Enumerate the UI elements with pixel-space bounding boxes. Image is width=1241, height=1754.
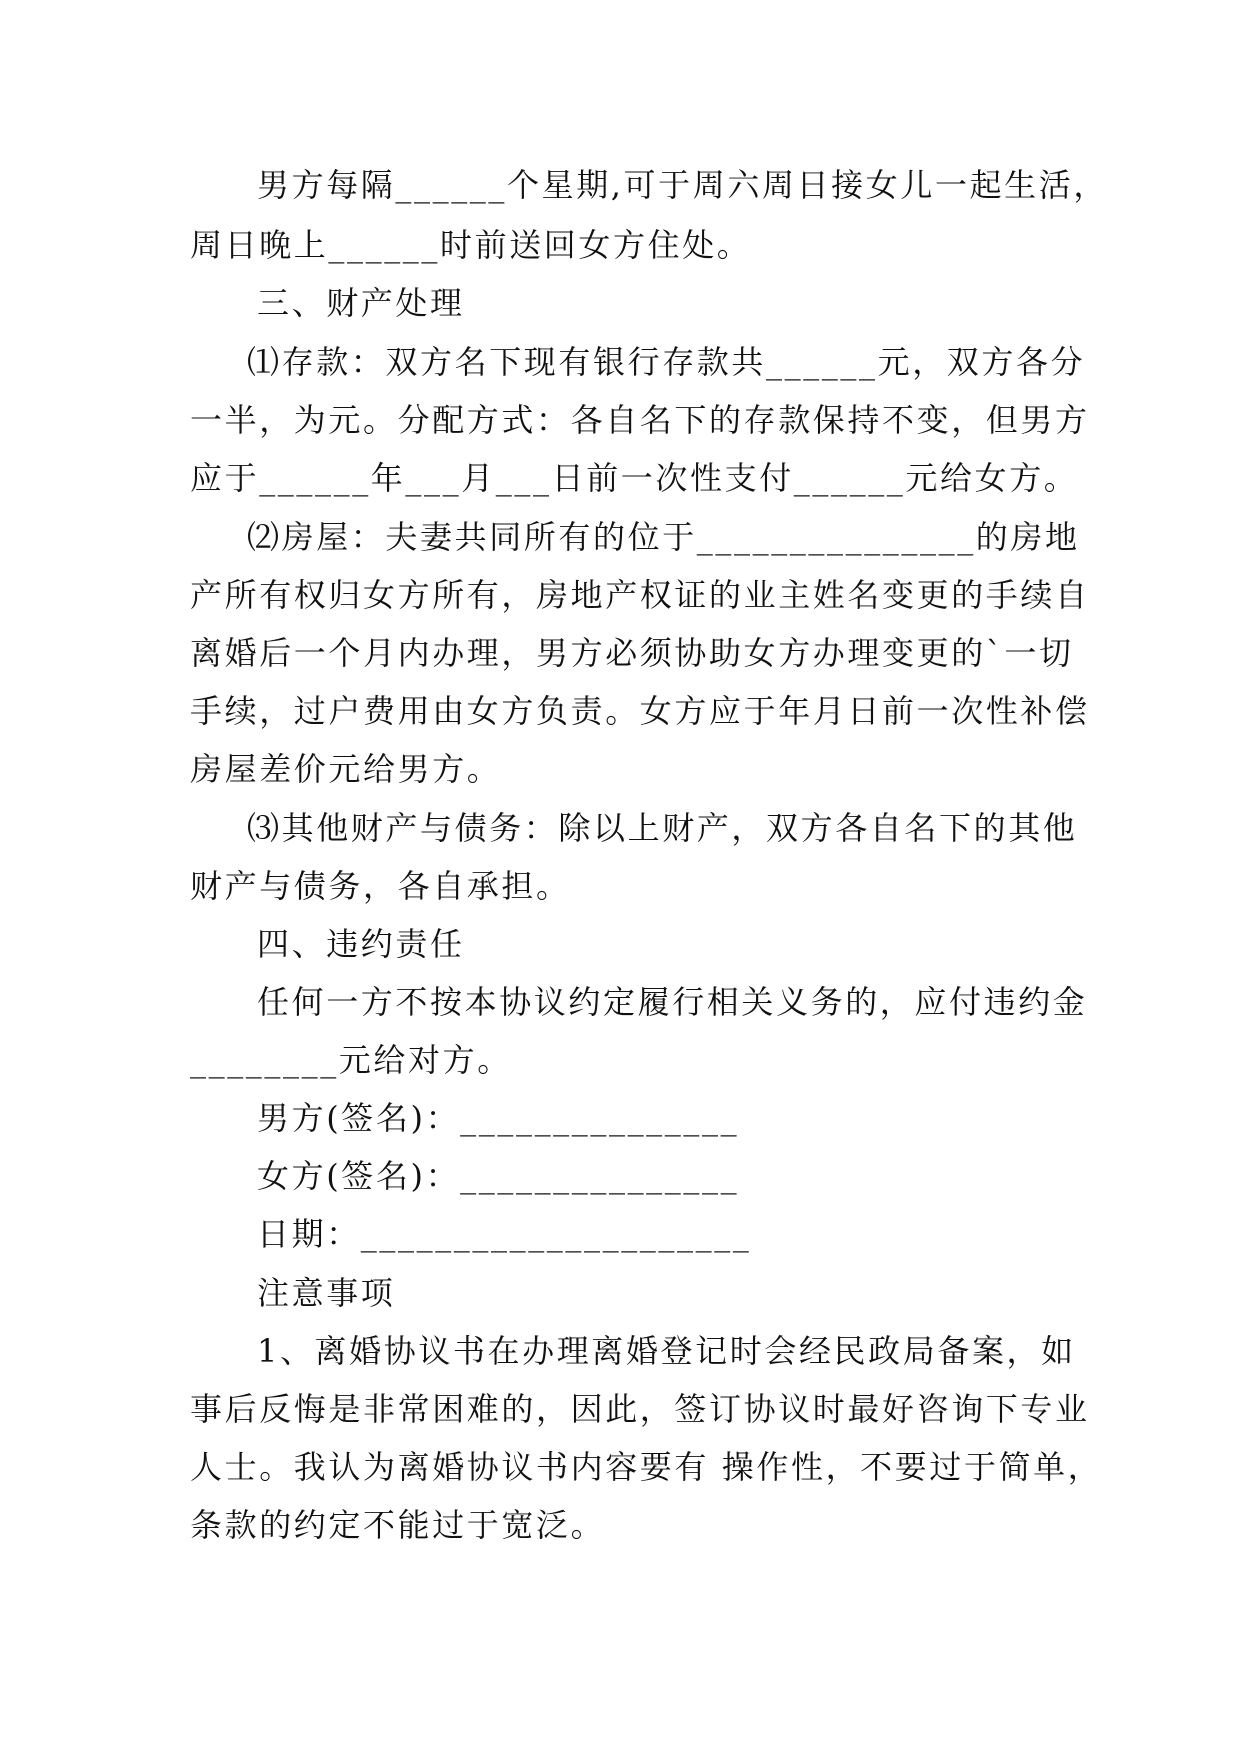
text-line: 应于______年___月___日前一次性支付______元给女方。: [190, 459, 1079, 497]
notes-heading: 注意事项: [257, 1274, 396, 1312]
text-line: 人士。我认为离婚协议书内容要有 操作性，不要过于简单，: [190, 1448, 1103, 1486]
text-line: ⑴存款：双方名下现有银行存款共______元，双方各分: [247, 343, 1086, 381]
signature-line-female: 女方(签名)：_______________: [257, 1157, 740, 1195]
text-line: 房屋差价元给男方。: [190, 750, 502, 788]
text-line: ________元给对方。: [190, 1041, 512, 1079]
text-line: 男方每隔______个星期,可于周六周日接女儿一起生活，: [257, 166, 1108, 204]
text-line: ⑵房屋：夫妻共同所有的位于_______________的房地: [247, 518, 1080, 556]
text-line: 1、离婚协议书在办理离婚登记时会经民政局备案，如: [257, 1332, 1076, 1370]
section-heading: 四、违约责任: [257, 925, 465, 963]
text-line: ⑶其他财产与债务：除以上财产，双方各自名下的其他: [247, 809, 1078, 847]
text-line: 一半，为元。分配方式：各自名下的存款保持不变，但男方: [190, 401, 1090, 439]
text-line: 手续，过户费用由女方负责。女方应于年月日前一次性补偿: [190, 692, 1090, 730]
text-line: 财产与债务，各自承担。: [190, 867, 571, 905]
text-line: 条款的约定不能过于宽泛。: [190, 1506, 606, 1544]
signature-line-male: 男方(签名)：_______________: [257, 1099, 740, 1137]
section-heading: 三、财产处理: [257, 284, 465, 322]
date-line: 日期：_____________________: [257, 1215, 752, 1253]
text-line: 周日晚上______时前送回女方住处。: [190, 226, 752, 264]
text-line: 任何一方不按本协议约定履行相关义务的，应付违约金: [257, 983, 1088, 1021]
text-line: 离婚后一个月内办理，男方必须协助女方办理变更的`一切: [190, 634, 1074, 672]
text-line: 事后反悔是非常困难的，因此，签订协议时最好咨询下专业: [190, 1390, 1090, 1428]
text-line: 产所有权归女方所有，房地产权证的业主姓名变更的手续自: [190, 576, 1090, 614]
